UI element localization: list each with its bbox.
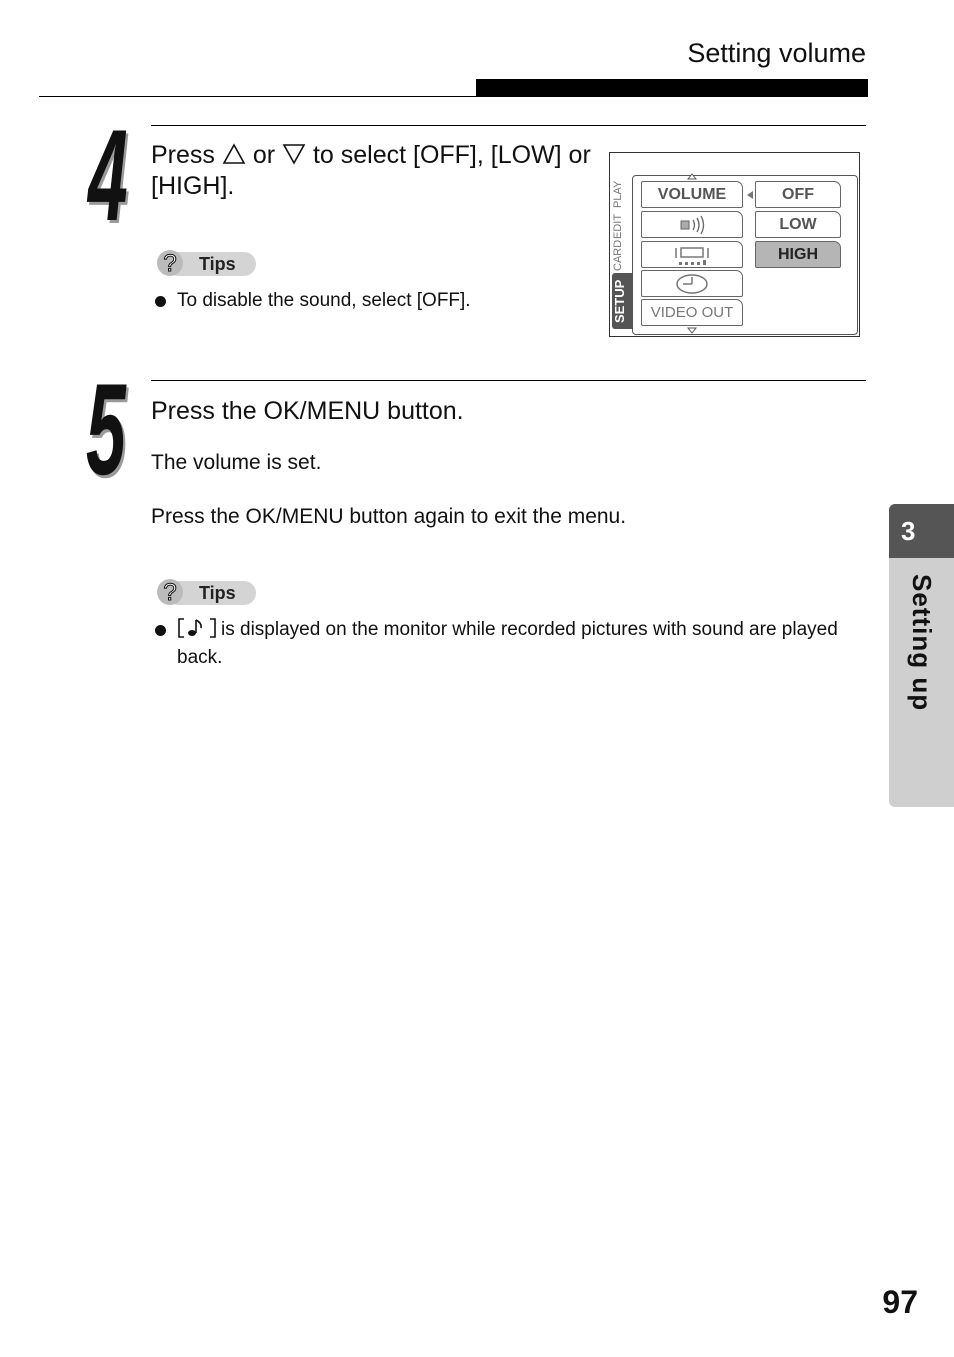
option-high-selected: HIGH <box>755 241 841 268</box>
step-5-number: 5 <box>86 356 126 502</box>
bullet-dot <box>155 296 166 307</box>
step-5-result: The volume is set. <box>151 451 322 474</box>
clock-icon <box>674 273 710 295</box>
up-arrow-icon <box>222 143 246 165</box>
tips-badge <box>156 581 266 605</box>
instruction-press-text: Press <box>151 141 215 169</box>
menu-tab-card: CARD <box>612 239 624 271</box>
menu-item-volume: VOLUME <box>641 181 743 208</box>
tip-bullet <box>155 616 845 676</box>
step-5-rule <box>151 380 866 381</box>
menu-tab-edit: EDIT <box>612 213 624 239</box>
menu-item-beep <box>641 211 743 238</box>
menu-tab-play: PLAY <box>612 180 624 208</box>
header-rule <box>39 96 868 97</box>
chapter-title: Setting up <box>907 574 937 712</box>
sound-note-icon <box>177 617 217 639</box>
page-header-title: Setting volume <box>687 38 866 68</box>
chapter-number: 3 <box>889 504 954 558</box>
tip-text: To disable the sound, select [OFF]. <box>177 290 471 311</box>
scroll-down-icon <box>687 327 697 334</box>
menu-item-video-out: VIDEO OUT <box>641 299 743 326</box>
menu-item-sleep <box>641 241 743 268</box>
menu-item-clock <box>641 270 743 297</box>
instruction-rest-text: to select [OFF], [LOW] or [HIGH]. <box>151 141 591 200</box>
step-5-instruction: Press the OK/MENU button. <box>151 397 464 425</box>
speaker-icon <box>675 215 709 235</box>
scroll-up-icon <box>687 173 697 180</box>
page-number: 97 <box>882 1284 918 1320</box>
down-arrow-icon <box>282 143 306 165</box>
menu-tab-setup: SETUP <box>612 273 632 329</box>
bullet-dot <box>155 625 166 636</box>
sleep-timer-icon <box>672 244 712 266</box>
step-4-number: 4 <box>88 102 128 248</box>
svg-text:?: ? <box>163 579 177 606</box>
step-4-rule <box>151 125 866 126</box>
tip-text-container <box>177 616 845 672</box>
question-mark-icon <box>156 575 184 609</box>
tips-label: Tips <box>199 583 236 603</box>
step-4-instruction <box>151 140 591 202</box>
instruction-or-text: or <box>252 141 276 169</box>
svg-text:?: ? <box>163 250 177 277</box>
option-pointer-icon <box>746 190 754 200</box>
question-mark-icon <box>156 246 184 280</box>
header-black-bar <box>476 79 868 97</box>
option-low: LOW <box>755 211 841 238</box>
tips-label: Tips <box>199 254 236 274</box>
tip-text: is displayed on the monitor while recorded pictures with sound are played back. <box>177 619 838 668</box>
camera-menu-screenshot <box>609 152 860 337</box>
step-5-exit-note: Press the OK/MENU button again to exit the menu. <box>151 505 627 528</box>
tips-badge <box>156 252 266 276</box>
option-off: OFF <box>755 181 841 208</box>
chapter-side-tab <box>889 504 954 807</box>
